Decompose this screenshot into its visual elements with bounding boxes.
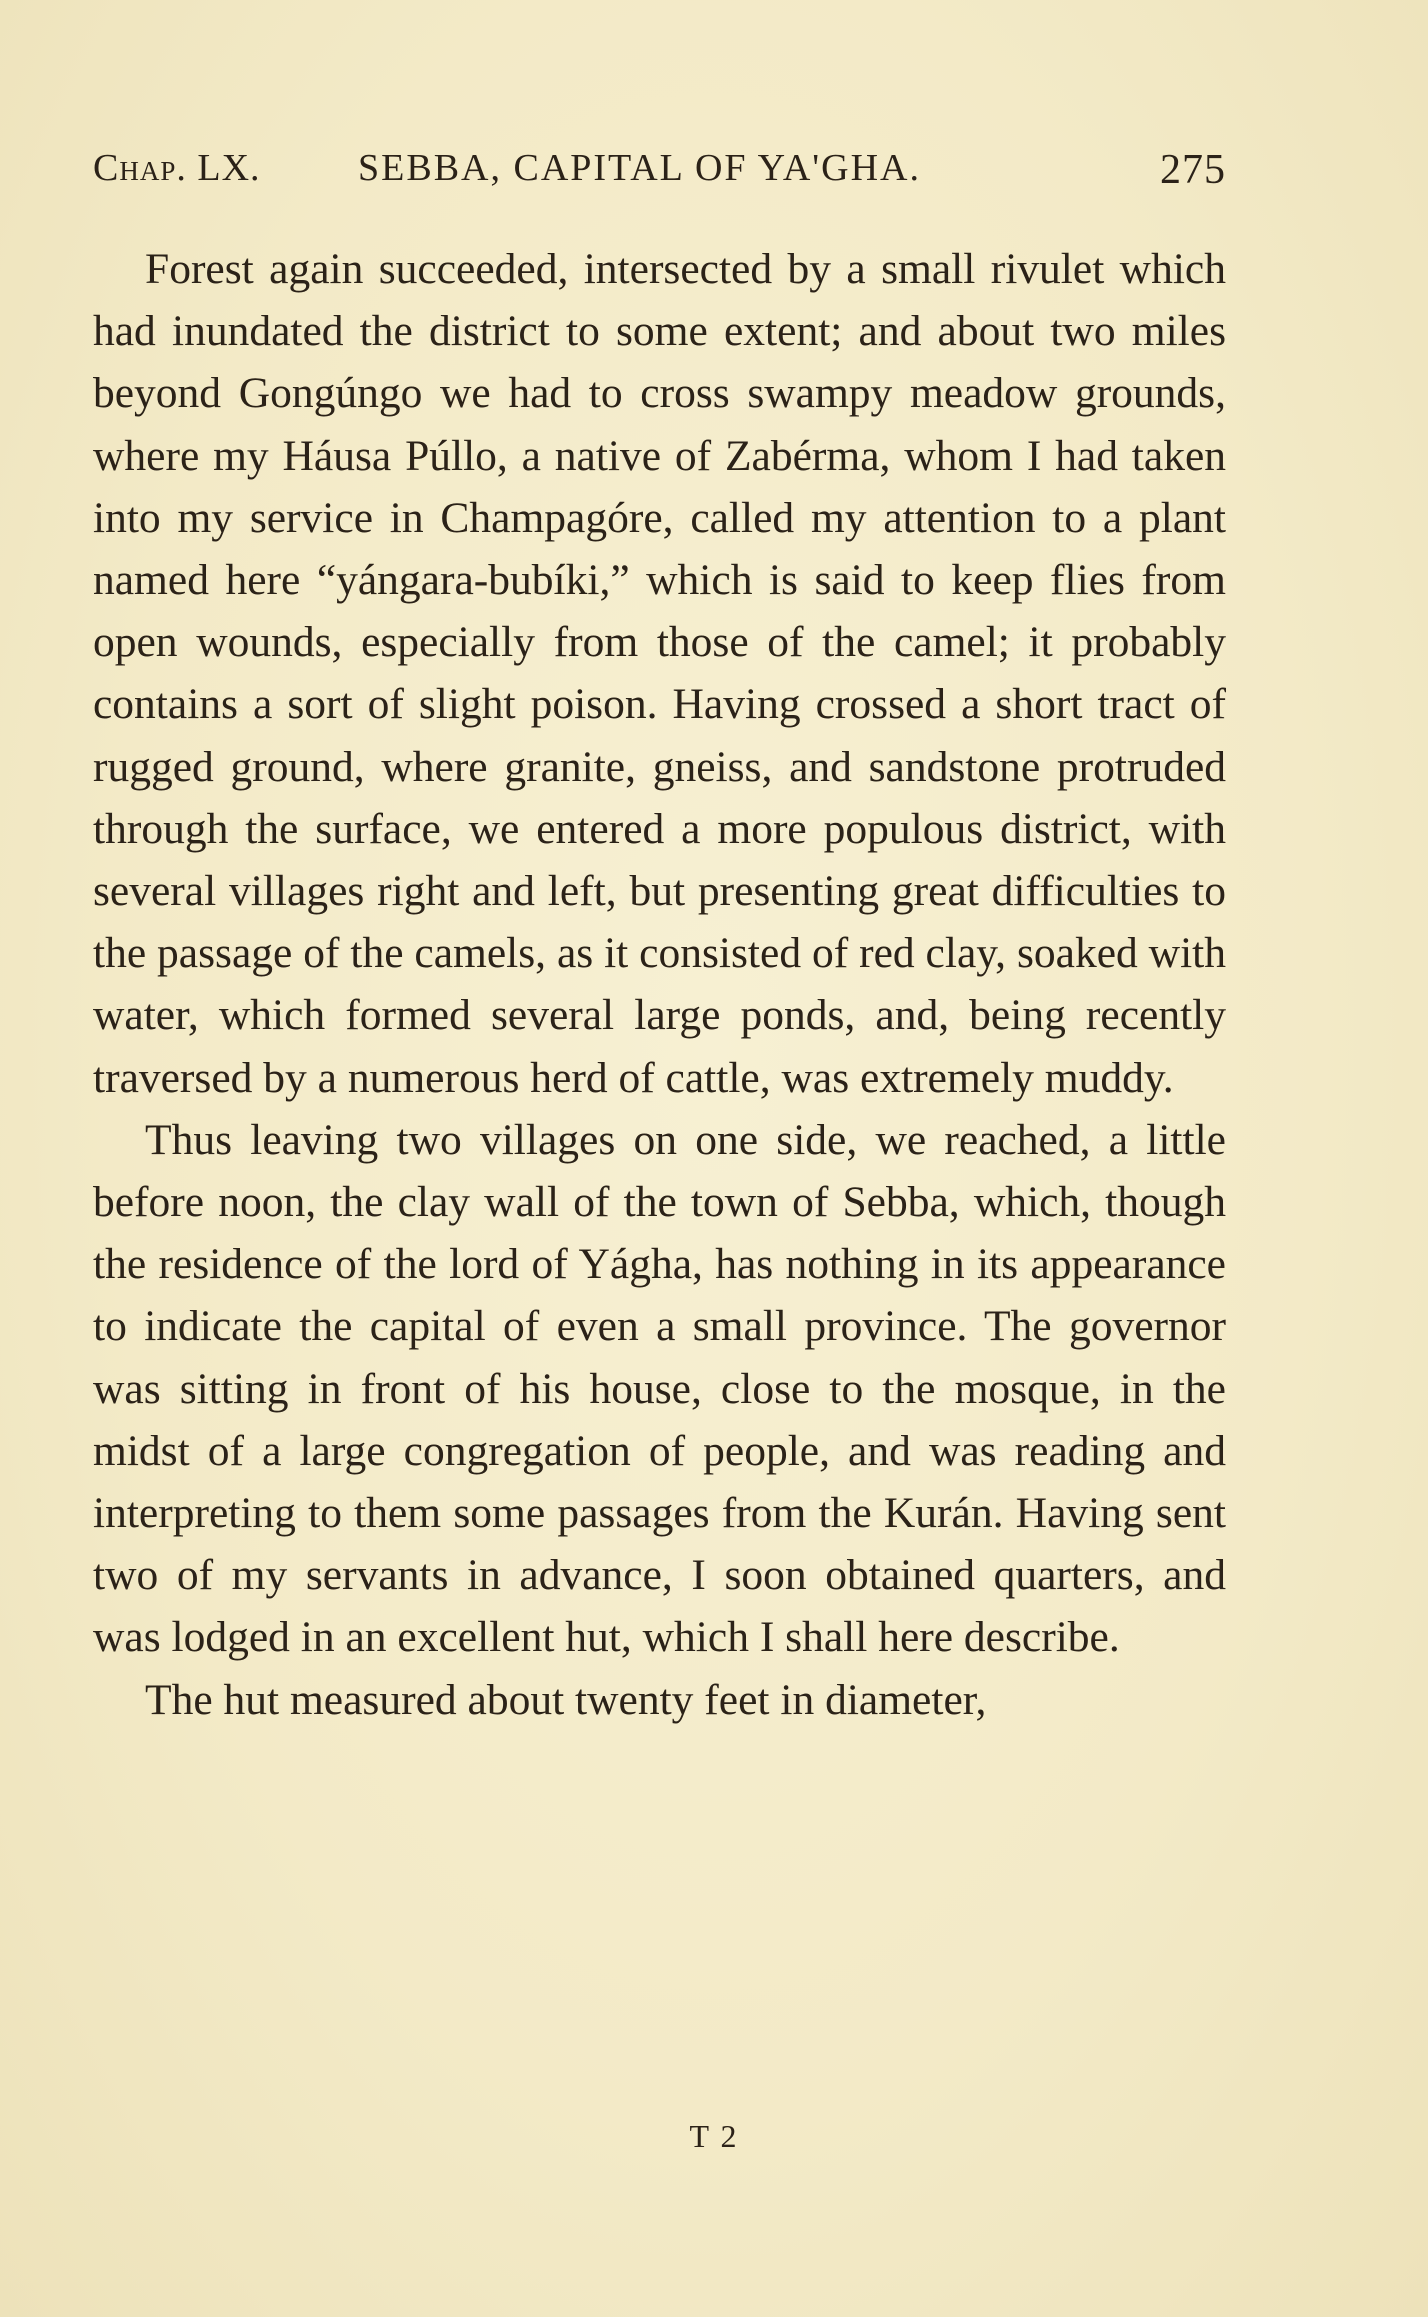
running-header: [93, 146, 1226, 196]
chapter-label: Chap. LX.: [93, 147, 261, 189]
signature-mark: T 2: [689, 2118, 739, 2154]
paragraph: Thus leaving two villages on one side, we reached, a little before noon, the clay wall of the town of Sebba, which, though the residence of the lord of Yágha, has nothing in its appearance to indicate the capital of even a small province. The governor was sitting in front of his house, close to the mosque, in the midst of a large congregation of people, and was reading and interpreting to them some passages from the Kurán. Having sent two of my servants in advance, I soon obtained quarters, and was lodged in an excellent hut, which I shall here describe.: [93, 1115, 1226, 1662]
paragraph: The hut measured about twenty feet in diameter,: [145, 1675, 987, 1724]
body-text: [93, 238, 1226, 1731]
running-title: SEBBA, CAPITAL OF YA'GHA.: [358, 147, 921, 189]
page-number: 275: [1160, 147, 1226, 193]
paragraph: Forest again succeeded, intersected by a small rivulet which had inundated the district to some extent; and about two miles beyond Gongúngo we had to cross swampy meadow grounds, where my Háusa Púllo, a native of Zabérma, whom I had taken into my service in Champagóre, called my attention to a plant named here “yángara-bubíki,” which is said to keep flies from open wounds, especially from those of the camel; it probably contains a sort of slight poison. Having crossed a short tract of rugged ground, where granite, gneiss, and sandstone protruded through the surface, we entered a more populous district, with several villages right and left, but presenting great difficulties to the passage of the camels, as it consisted of red clay, soaked with water, which formed several large ponds, and, being recently traversed by a numerous herd of cattle, was extremely muddy.: [93, 245, 1226, 1102]
